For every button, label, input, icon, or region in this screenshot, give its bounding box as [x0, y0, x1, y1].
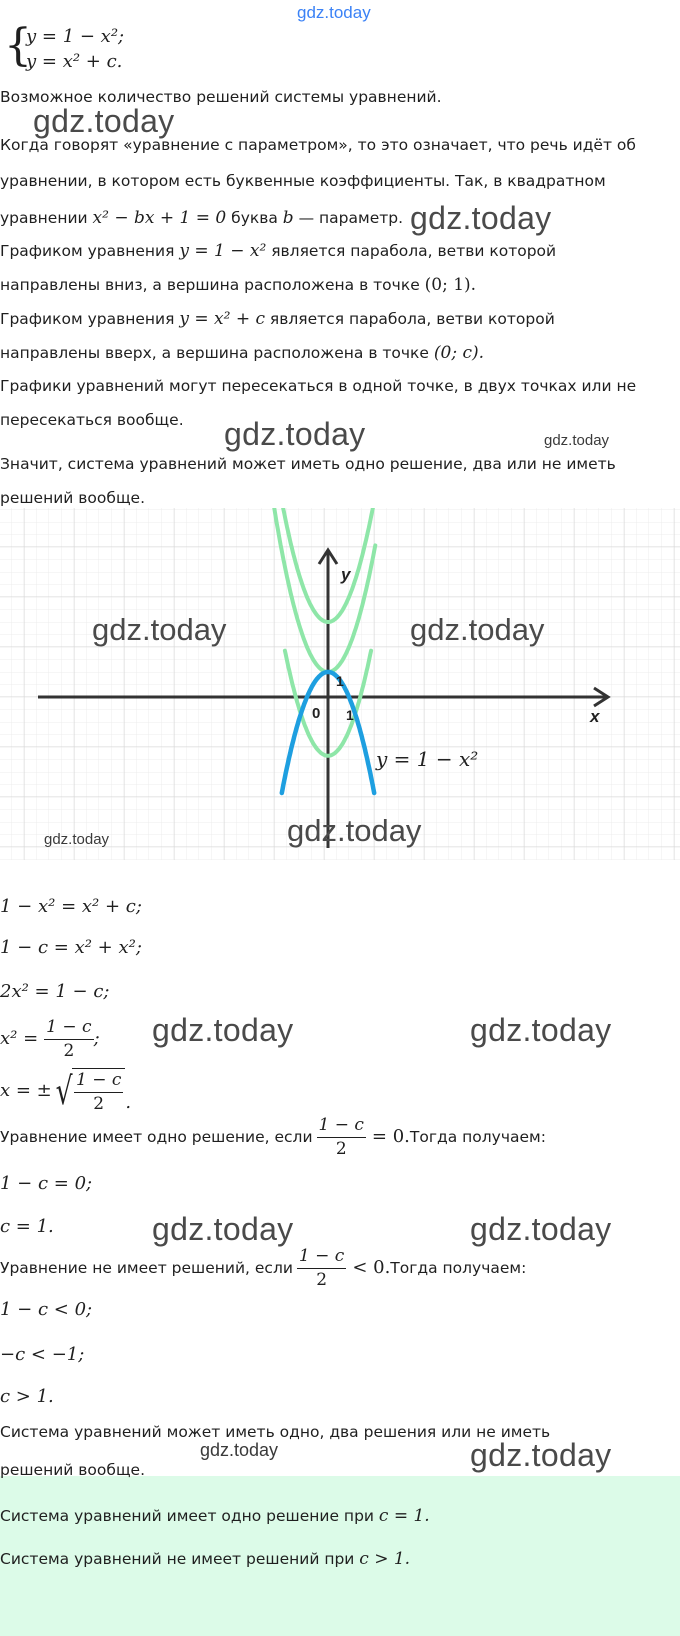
text-fragment: Уравнение не имеет решений, если [0, 1258, 293, 1277]
calc-line [0, 1068, 131, 1114]
paragraph-line: пересекаться вообще. [0, 411, 184, 429]
fraction [297, 1245, 346, 1290]
watermark: gdz.today [33, 103, 175, 139]
math-expression: x = ± [0, 1080, 52, 1101]
system-eq2: y = x² + c. [26, 51, 123, 72]
watermark: gdz.today [44, 831, 110, 848]
watermark: gdz.today [92, 612, 227, 647]
paragraph-line: Когда говорят «уравнение с параметром», то это означает, что речь идёт об [0, 136, 636, 154]
paragraph-line: решений вообще. [0, 489, 146, 507]
watermark: gdz.today [410, 612, 545, 647]
math-expression: c > 1. [359, 1549, 411, 1569]
math-expression: c = 1. [378, 1506, 430, 1526]
text-fragment: Система уравнений не имеет решений при [0, 1550, 360, 1568]
watermark: gdz.today [470, 1437, 612, 1473]
math-expression: x² − bx + 1 = 0 [92, 208, 227, 228]
paragraph-line: Графики уравнений могут пересекаться в одной точке, в двух точках или не [0, 377, 637, 395]
calc-line [0, 1016, 100, 1061]
text-fragment: Графиком уравнения [0, 242, 180, 260]
math-expression: < 0. [352, 1256, 391, 1278]
text-fragment: буква [226, 209, 283, 227]
fraction-numerator: 1 − c [74, 1069, 123, 1093]
y-tick-label: 1 [336, 673, 344, 689]
parabola-graph [0, 508, 680, 860]
answer-line [0, 1548, 410, 1570]
paragraph-line [0, 240, 556, 262]
paragraph-line [0, 342, 484, 364]
fraction [74, 1069, 123, 1114]
watermark: gdz.today [224, 416, 366, 452]
math-punct: . [125, 1092, 132, 1113]
fraction-denominator: 2 [316, 1270, 328, 1290]
text-fragment: направлены вверх, а вершина расположена в точке [0, 344, 434, 362]
text-fragment: Тогда получаем: [390, 1258, 527, 1277]
task-text: Возможное количество решений системы уравнений. [0, 88, 442, 106]
calc-line: c = 1. [0, 1216, 54, 1237]
fraction-denominator: 2 [63, 1041, 75, 1061]
calc-line: c > 1. [0, 1386, 54, 1407]
math-variable: b [282, 208, 294, 228]
text-fragment: Уравнение имеет одно решение, если [0, 1127, 313, 1146]
text-fragment: уравнении [0, 209, 93, 227]
math-expression: y = 1 − x² [179, 241, 267, 261]
condition-line [0, 1114, 546, 1159]
math-expression: y = x² + c [179, 309, 265, 329]
watermark-top: gdz.today [297, 3, 371, 22]
text-fragment: направлены вниз, а вершина расположена в точке [0, 276, 425, 294]
calc-line: −c < −1; [0, 1344, 85, 1365]
system-brace: { [4, 20, 32, 71]
calc-line: 1 − x² = x² + c; [0, 896, 142, 917]
fraction-numerator: 1 − c [44, 1016, 93, 1040]
watermark: gdz.today [470, 1211, 612, 1247]
watermark: gdz.today [152, 1012, 294, 1048]
y-axis-label: y [341, 565, 351, 584]
math-punct: ; [93, 1027, 100, 1049]
paragraph-line [0, 207, 403, 229]
x-tick-label: 1 [346, 707, 354, 723]
watermark: gdz.today [470, 1012, 612, 1048]
watermark: gdz.today [410, 200, 552, 236]
text-fragment: является парабола, ветви которой [265, 310, 555, 328]
math-expression: x² = [0, 1027, 39, 1049]
paragraph-line: уравнении, в котором есть буквенные коэффициенты. Так, в квадратном [0, 172, 606, 190]
calc-line: 1 − c = x² + x²; [0, 937, 142, 958]
watermark: gdz.today [200, 1440, 279, 1460]
fraction-denominator: 2 [335, 1139, 347, 1159]
paragraph-line: Значит, система уравнений может иметь одно решение, два или не иметь [0, 455, 616, 473]
watermark: gdz.today [544, 432, 610, 449]
system-eq1: y = 1 − x²; [26, 26, 125, 47]
calc-line: 1 − c < 0; [0, 1299, 93, 1320]
watermark: gdz.today [152, 1211, 294, 1247]
x-axis-label: x [590, 707, 600, 726]
text-fragment: является парабола, ветви которой [266, 242, 557, 260]
text-fragment: — параметр. [293, 209, 404, 227]
text-fragment: Графиком уравнения [0, 310, 180, 328]
origin-label: 0 [312, 705, 321, 722]
fraction [44, 1016, 93, 1061]
sqrt-icon: √ [55, 1069, 73, 1113]
math-expression: (0; 1). [424, 275, 477, 295]
calc-line: 1 − c = 0; [0, 1173, 93, 1194]
answer-line: решений вообще. [0, 1461, 146, 1479]
curve-label: y = 1 − x² [376, 747, 479, 771]
math-expression: (0; c). [433, 343, 485, 363]
watermark: gdz.today [287, 813, 422, 848]
fraction-denominator: 2 [93, 1094, 105, 1114]
fraction-numerator: 1 − c [297, 1245, 346, 1269]
fraction [317, 1114, 366, 1159]
condition-line [0, 1245, 526, 1290]
text-fragment: Тогда получаем: [409, 1127, 546, 1146]
answer-line [0, 1505, 430, 1527]
sqrt-body [72, 1068, 125, 1114]
paragraph-line [0, 308, 555, 330]
fraction-numerator: 1 − c [317, 1114, 366, 1138]
calc-line: 2x² = 1 − c; [0, 981, 110, 1002]
math-expression: = 0. [371, 1125, 410, 1147]
answer-line: Система уравнений может иметь одно, два решения или не иметь [0, 1423, 551, 1441]
text-fragment: Система уравнений имеет одно решение при [0, 1507, 379, 1525]
paragraph-line [0, 274, 476, 296]
